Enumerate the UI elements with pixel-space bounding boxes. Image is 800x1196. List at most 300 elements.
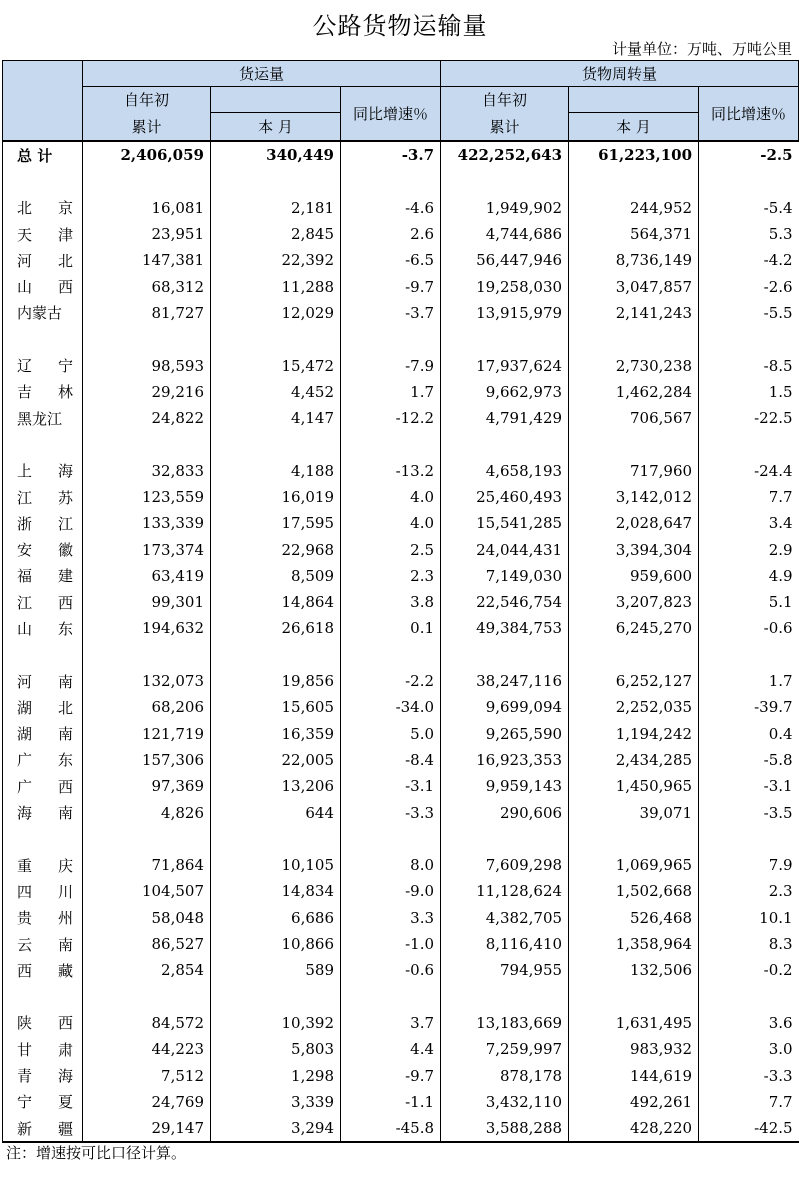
- region-name: 湖南: [17, 725, 73, 744]
- spacer-cell: [341, 984, 441, 1010]
- region-name: 内蒙古: [17, 304, 63, 323]
- cell-month-volume: 340,449: [211, 141, 341, 168]
- cell-cum-turnover: 4,382,705: [441, 905, 569, 931]
- cell-month-turnover: 1,194,242: [569, 721, 699, 747]
- cell-yoy-volume: 2.6: [341, 221, 441, 247]
- cell-month-volume: 589: [211, 957, 341, 983]
- table-row: [3, 484, 799, 510]
- cell-yoy-volume: 3.8: [341, 589, 441, 615]
- header-cum-top-1: 自年初: [83, 87, 211, 113]
- spacer-cell: [699, 168, 799, 194]
- cell-month-turnover: 1,462,284: [569, 379, 699, 405]
- cell-yoy-volume: 8.0: [341, 852, 441, 878]
- region-name: 天津: [17, 225, 73, 244]
- cell-cum-volume: 173,374: [83, 536, 211, 562]
- cell-month-turnover: 39,071: [569, 799, 699, 825]
- cell-yoy-turnover: 5.3: [699, 221, 799, 247]
- cell-month-turnover: 1,069,965: [569, 852, 699, 878]
- region-name: 河南: [17, 672, 73, 691]
- table-row: [3, 195, 799, 221]
- cell-month-turnover: 2,252,035: [569, 694, 699, 720]
- spacer-cell: [699, 431, 799, 457]
- row-name: [3, 721, 83, 747]
- header-yoy-2: 同比增速％: [699, 87, 799, 142]
- cell-yoy-turnover: -39.7: [699, 694, 799, 720]
- row-name: [3, 694, 83, 720]
- cell-month-turnover: 244,952: [569, 195, 699, 221]
- header-month-blank-1: [211, 87, 341, 113]
- spacer-cell: [441, 826, 569, 852]
- header-freight-volume: 货运量: [83, 61, 441, 87]
- cell-cum-turnover: 38,247,116: [441, 668, 569, 694]
- cell-month-volume: 3,294: [211, 1115, 341, 1142]
- spacer-cell: [83, 431, 211, 457]
- spacer-cell: [569, 984, 699, 1010]
- cell-cum-volume: 81,727: [83, 300, 211, 326]
- region-name: 福建: [17, 567, 73, 586]
- cell-month-turnover: 1,502,668: [569, 878, 699, 904]
- row-name: [3, 668, 83, 694]
- row-name: [3, 484, 83, 510]
- row-name: 总 计: [3, 141, 83, 168]
- cell-yoy-turnover: -8.5: [699, 352, 799, 378]
- cell-month-volume: 5,803: [211, 1036, 341, 1062]
- row-name: [3, 878, 83, 904]
- cell-yoy-turnover: 7.7: [699, 484, 799, 510]
- row-name: [3, 273, 83, 299]
- cell-cum-volume: 98,593: [83, 352, 211, 378]
- spacer-cell: [3, 826, 83, 852]
- cell-month-volume: 22,005: [211, 747, 341, 773]
- cell-month-volume: 4,188: [211, 458, 341, 484]
- cell-month-turnover: 564,371: [569, 221, 699, 247]
- header-month-2: 本 月: [569, 113, 699, 142]
- cell-month-volume: 11,288: [211, 273, 341, 299]
- cell-cum-turnover: 878,178: [441, 1062, 569, 1088]
- spacer-cell: [83, 326, 211, 352]
- cell-cum-turnover: 3,588,288: [441, 1115, 569, 1142]
- header-yoy-1: 同比增速％: [341, 87, 441, 142]
- region-name: 贵州: [17, 909, 73, 928]
- spacer-cell: [441, 168, 569, 194]
- spacer-cell: [699, 326, 799, 352]
- row-name: [3, 405, 83, 431]
- cell-month-turnover: 3,394,304: [569, 536, 699, 562]
- cell-cum-volume: 44,223: [83, 1036, 211, 1062]
- table-row: [3, 957, 799, 983]
- row-name: [3, 300, 83, 326]
- spacer-cell: [341, 168, 441, 194]
- cell-yoy-turnover: 4.9: [699, 563, 799, 589]
- cell-month-volume: 15,605: [211, 694, 341, 720]
- cell-month-turnover: 706,567: [569, 405, 699, 431]
- cell-yoy-turnover: 1.5: [699, 379, 799, 405]
- table-row: [3, 273, 799, 299]
- spacer-cell: [699, 826, 799, 852]
- cell-cum-volume: 133,339: [83, 510, 211, 536]
- cell-cum-volume: 63,419: [83, 563, 211, 589]
- cell-month-volume: 644: [211, 799, 341, 825]
- spacer-cell: [341, 431, 441, 457]
- cell-month-turnover: 983,932: [569, 1036, 699, 1062]
- corner-header: [3, 61, 83, 142]
- cell-yoy-volume: -2.2: [341, 668, 441, 694]
- cell-cum-volume: 24,769: [83, 1089, 211, 1115]
- spacer-row: [3, 168, 799, 194]
- cell-month-turnover: 3,047,857: [569, 273, 699, 299]
- spacer-cell: [341, 642, 441, 668]
- table-row: [3, 300, 799, 326]
- cell-month-volume: 1,298: [211, 1062, 341, 1088]
- cell-cum-volume: 194,632: [83, 615, 211, 641]
- table-body: [3, 141, 799, 1142]
- region-name: 辽宁: [17, 357, 73, 376]
- cell-yoy-turnover: 8.3: [699, 931, 799, 957]
- cell-yoy-volume: -45.8: [341, 1115, 441, 1142]
- spacer-cell: [341, 326, 441, 352]
- cell-month-volume: 3,339: [211, 1089, 341, 1115]
- cell-month-volume: 2,181: [211, 195, 341, 221]
- cell-cum-turnover: 9,662,973: [441, 379, 569, 405]
- cell-month-turnover: 1,450,965: [569, 773, 699, 799]
- cell-yoy-volume: -3.7: [341, 300, 441, 326]
- cell-yoy-turnover: 7.9: [699, 852, 799, 878]
- cell-yoy-volume: 5.0: [341, 721, 441, 747]
- table-row: [3, 247, 799, 273]
- cell-yoy-volume: 4.4: [341, 1036, 441, 1062]
- cell-cum-turnover: 56,447,946: [441, 247, 569, 273]
- table-row: [3, 721, 799, 747]
- cell-month-turnover: 132,506: [569, 957, 699, 983]
- spacer-cell: [569, 826, 699, 852]
- cell-yoy-volume: 2.3: [341, 563, 441, 589]
- spacer-row: [3, 326, 799, 352]
- cell-yoy-volume: -3.7: [341, 141, 441, 168]
- spacer-cell: [83, 642, 211, 668]
- cell-cum-turnover: 4,744,686: [441, 221, 569, 247]
- cell-yoy-turnover: -3.3: [699, 1062, 799, 1088]
- cell-yoy-volume: -1.0: [341, 931, 441, 957]
- cell-yoy-volume: -0.6: [341, 957, 441, 983]
- cell-month-volume: 17,595: [211, 510, 341, 536]
- table-row: [3, 379, 799, 405]
- cell-yoy-turnover: -3.1: [699, 773, 799, 799]
- cell-month-volume: 19,856: [211, 668, 341, 694]
- cell-yoy-turnover: 3.6: [699, 1010, 799, 1036]
- cell-yoy-volume: -8.4: [341, 747, 441, 773]
- region-name: 安徽: [17, 541, 73, 560]
- cell-yoy-turnover: 2.9: [699, 536, 799, 562]
- region-name: 江苏: [17, 488, 73, 507]
- cell-yoy-volume: -9.7: [341, 273, 441, 299]
- cell-month-volume: 16,359: [211, 721, 341, 747]
- cell-cum-turnover: 22,546,754: [441, 589, 569, 615]
- cell-month-volume: 12,029: [211, 300, 341, 326]
- table-row: [3, 536, 799, 562]
- spacer-row: [3, 826, 799, 852]
- region-name: 山东: [17, 619, 73, 638]
- spacer-cell: [3, 326, 83, 352]
- cell-cum-turnover: 7,609,298: [441, 852, 569, 878]
- cell-yoy-turnover: -42.5: [699, 1115, 799, 1142]
- cell-month-volume: 26,618: [211, 615, 341, 641]
- cell-yoy-volume: -4.6: [341, 195, 441, 221]
- cell-cum-volume: 147,381: [83, 247, 211, 273]
- cell-cum-volume: 29,147: [83, 1115, 211, 1142]
- region-name: 甘肃: [17, 1040, 73, 1059]
- row-name: [3, 747, 83, 773]
- table-row: [3, 352, 799, 378]
- cell-yoy-turnover: 3.0: [699, 1036, 799, 1062]
- spacer-cell: [211, 431, 341, 457]
- row-name: [3, 773, 83, 799]
- cell-month-turnover: 492,261: [569, 1089, 699, 1115]
- cell-cum-volume: 104,507: [83, 878, 211, 904]
- cell-cum-volume: 84,572: [83, 1010, 211, 1036]
- cell-yoy-volume: 1.7: [341, 379, 441, 405]
- cell-yoy-turnover: -2.6: [699, 273, 799, 299]
- row-name: [3, 536, 83, 562]
- region-name: 青海: [17, 1067, 73, 1086]
- cell-month-volume: 22,968: [211, 536, 341, 562]
- cell-month-volume: 14,834: [211, 878, 341, 904]
- spacer-cell: [699, 642, 799, 668]
- cell-cum-volume: 23,951: [83, 221, 211, 247]
- cell-yoy-volume: 4.0: [341, 510, 441, 536]
- cell-month-volume: 8,509: [211, 563, 341, 589]
- region-name: 新疆: [17, 1119, 73, 1138]
- cell-month-volume: 13,206: [211, 773, 341, 799]
- cell-cum-turnover: 19,258,030: [441, 273, 569, 299]
- cell-yoy-volume: -13.2: [341, 458, 441, 484]
- spacer-cell: [3, 168, 83, 194]
- cell-cum-volume: 157,306: [83, 747, 211, 773]
- cell-yoy-volume: 2.5: [341, 536, 441, 562]
- header-freight-turnover: 货物周转量: [441, 61, 799, 87]
- cell-cum-volume: 68,312: [83, 273, 211, 299]
- spacer-cell: [699, 984, 799, 1010]
- spacer-cell: [211, 168, 341, 194]
- row-name: [3, 458, 83, 484]
- cell-cum-volume: 58,048: [83, 905, 211, 931]
- row-name: [3, 352, 83, 378]
- cell-cum-volume: 32,833: [83, 458, 211, 484]
- cell-cum-volume: 16,081: [83, 195, 211, 221]
- cell-yoy-turnover: -5.5: [699, 300, 799, 326]
- cell-month-turnover: 6,245,270: [569, 615, 699, 641]
- cell-cum-volume: 68,206: [83, 694, 211, 720]
- row-name: [3, 247, 83, 273]
- table-row: [3, 931, 799, 957]
- spacer-row: [3, 431, 799, 457]
- cell-month-volume: 15,472: [211, 352, 341, 378]
- cell-yoy-volume: -3.3: [341, 799, 441, 825]
- cell-cum-volume: 121,719: [83, 721, 211, 747]
- cell-cum-turnover: 8,116,410: [441, 931, 569, 957]
- cell-yoy-turnover: -5.4: [699, 195, 799, 221]
- cell-yoy-turnover: -3.5: [699, 799, 799, 825]
- cell-cum-volume: 86,527: [83, 931, 211, 957]
- cell-yoy-turnover: 7.7: [699, 1089, 799, 1115]
- spacer-cell: [441, 326, 569, 352]
- cell-yoy-volume: -6.5: [341, 247, 441, 273]
- table-row: [3, 405, 799, 431]
- cell-month-turnover: 1,358,964: [569, 931, 699, 957]
- table-row: [3, 1089, 799, 1115]
- cell-yoy-turnover: 1.7: [699, 668, 799, 694]
- spacer-cell: [211, 984, 341, 1010]
- cell-yoy-turnover: -5.8: [699, 747, 799, 773]
- spacer-cell: [569, 431, 699, 457]
- table-row: [3, 221, 799, 247]
- row-name: [3, 1089, 83, 1115]
- cell-cum-turnover: 4,791,429: [441, 405, 569, 431]
- region-name: 北京: [17, 199, 73, 218]
- cell-cum-volume: 2,406,059: [83, 141, 211, 168]
- region-name: 浙江: [17, 514, 73, 533]
- row-name: [3, 221, 83, 247]
- cell-cum-turnover: 15,541,285: [441, 510, 569, 536]
- cell-cum-turnover: 11,128,624: [441, 878, 569, 904]
- cell-month-volume: 2,845: [211, 221, 341, 247]
- region-name: 河北: [17, 251, 73, 270]
- cell-month-volume: 4,147: [211, 405, 341, 431]
- cell-yoy-turnover: -24.4: [699, 458, 799, 484]
- row-name: [3, 1062, 83, 1088]
- row-name: [3, 195, 83, 221]
- cell-yoy-turnover: -2.5: [699, 141, 799, 168]
- cell-cum-turnover: 794,955: [441, 957, 569, 983]
- cell-yoy-volume: -7.9: [341, 352, 441, 378]
- table-row: [3, 589, 799, 615]
- cell-cum-turnover: 17,937,624: [441, 352, 569, 378]
- freight-table: [2, 60, 799, 1143]
- table-row-total: [3, 141, 799, 168]
- region-name: 山西: [17, 278, 73, 297]
- cell-cum-volume: 4,826: [83, 799, 211, 825]
- header-cum-bottom-1: 累计: [83, 113, 211, 142]
- table-row: [3, 1062, 799, 1088]
- cell-month-turnover: 6,252,127: [569, 668, 699, 694]
- table-row: [3, 905, 799, 931]
- table-row: [3, 510, 799, 536]
- cell-cum-turnover: 7,259,997: [441, 1036, 569, 1062]
- cell-cum-turnover: 7,149,030: [441, 563, 569, 589]
- region-name: 海南: [17, 804, 73, 823]
- unit-label: 计量单位：万吨、万吨公里: [611, 40, 792, 58]
- spacer-cell: [83, 826, 211, 852]
- cell-month-volume: 16,019: [211, 484, 341, 510]
- table-row: [3, 668, 799, 694]
- spacer-cell: [3, 642, 83, 668]
- region-name: 广东: [17, 751, 73, 770]
- spacer-cell: [441, 642, 569, 668]
- table-row: [3, 563, 799, 589]
- cell-yoy-turnover: 5.1: [699, 589, 799, 615]
- page-title: 公路货物运输量: [312, 12, 488, 40]
- cell-cum-turnover: 13,915,979: [441, 300, 569, 326]
- table-row: [3, 615, 799, 641]
- cell-month-turnover: 2,028,647: [569, 510, 699, 536]
- cell-cum-turnover: 1,949,902: [441, 195, 569, 221]
- row-name: [3, 589, 83, 615]
- table-row: [3, 747, 799, 773]
- cell-cum-volume: 71,864: [83, 852, 211, 878]
- cell-month-turnover: 61,223,100: [569, 141, 699, 168]
- cell-cum-turnover: 290,606: [441, 799, 569, 825]
- spacer-cell: [3, 431, 83, 457]
- header-cum-bottom-2: 累计: [441, 113, 569, 142]
- cell-cum-volume: 24,822: [83, 405, 211, 431]
- row-name: [3, 1036, 83, 1062]
- cell-month-volume: 14,864: [211, 589, 341, 615]
- cell-cum-turnover: 3,432,110: [441, 1089, 569, 1115]
- row-name: [3, 1115, 83, 1142]
- row-name: [3, 905, 83, 931]
- cell-yoy-volume: -3.1: [341, 773, 441, 799]
- cell-cum-turnover: 422,252,643: [441, 141, 569, 168]
- spacer-cell: [569, 642, 699, 668]
- table-row: [3, 1010, 799, 1036]
- cell-month-volume: 10,105: [211, 852, 341, 878]
- spacer-cell: [3, 984, 83, 1010]
- cell-yoy-volume: -1.1: [341, 1089, 441, 1115]
- spacer-cell: [441, 431, 569, 457]
- cell-yoy-volume: -9.0: [341, 878, 441, 904]
- cell-cum-turnover: 9,959,143: [441, 773, 569, 799]
- row-name: [3, 1010, 83, 1036]
- spacer-row: [3, 642, 799, 668]
- row-name: [3, 931, 83, 957]
- spacer-cell: [569, 168, 699, 194]
- footnote: 注：增速按可比口径计算。: [6, 1144, 187, 1162]
- cell-yoy-volume: -34.0: [341, 694, 441, 720]
- cell-month-turnover: 8,736,149: [569, 247, 699, 273]
- cell-cum-turnover: 25,460,493: [441, 484, 569, 510]
- cell-month-volume: 10,866: [211, 931, 341, 957]
- cell-cum-turnover: 16,923,353: [441, 747, 569, 773]
- row-name: [3, 379, 83, 405]
- cell-cum-volume: 132,073: [83, 668, 211, 694]
- cell-yoy-turnover: 3.4: [699, 510, 799, 536]
- cell-month-turnover: 959,600: [569, 563, 699, 589]
- table-row: [3, 458, 799, 484]
- region-name: 吉林: [17, 383, 73, 402]
- spacer-cell: [211, 826, 341, 852]
- cell-yoy-volume: 3.7: [341, 1010, 441, 1036]
- cell-cum-turnover: 49,384,753: [441, 615, 569, 641]
- cell-yoy-turnover: -22.5: [699, 405, 799, 431]
- cell-month-volume: 4,452: [211, 379, 341, 405]
- cell-cum-turnover: 4,658,193: [441, 458, 569, 484]
- spacer-cell: [83, 984, 211, 1010]
- row-name: [3, 563, 83, 589]
- row-name: [3, 510, 83, 536]
- cell-cum-turnover: 24,044,431: [441, 536, 569, 562]
- region-name: 湖北: [17, 698, 73, 717]
- cell-cum-volume: 123,559: [83, 484, 211, 510]
- cell-month-volume: 6,686: [211, 905, 341, 931]
- region-name: 宁夏: [17, 1093, 73, 1112]
- table-row: [3, 799, 799, 825]
- header-month-blank-2: [569, 87, 699, 113]
- cell-cum-volume: 99,301: [83, 589, 211, 615]
- cell-month-turnover: 717,960: [569, 458, 699, 484]
- row-name: [3, 957, 83, 983]
- row-name: [3, 799, 83, 825]
- table-row: [3, 1115, 799, 1142]
- cell-cum-volume: 2,854: [83, 957, 211, 983]
